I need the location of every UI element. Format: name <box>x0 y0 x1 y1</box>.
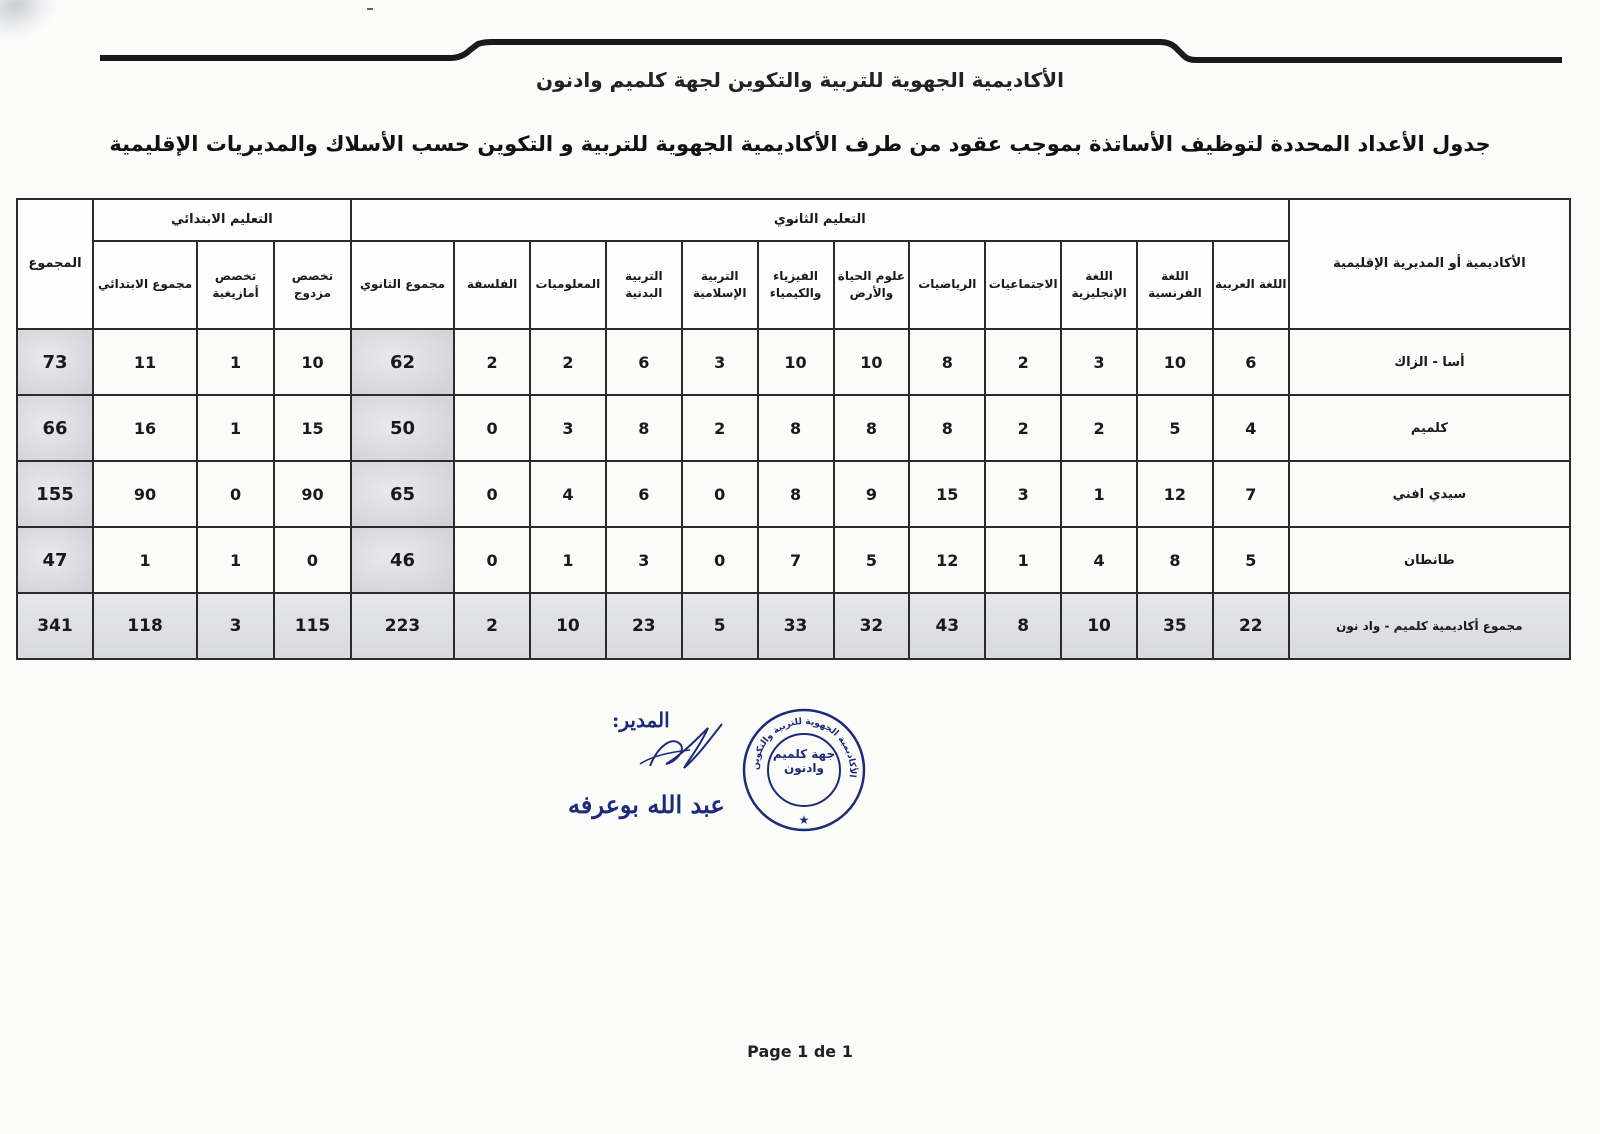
col-header-primary-total: مجموع الابتدائي <box>93 241 197 329</box>
table-cell: 341 <box>17 593 93 659</box>
region-name: كلميم <box>1289 395 1570 461</box>
table-cell: 3 <box>530 395 606 461</box>
scan-mark <box>367 8 373 10</box>
table-cell: 3 <box>985 461 1061 527</box>
col-header-social-studies: الاجتماعيات <box>985 241 1061 329</box>
table-cell: 8 <box>606 395 682 461</box>
region-name: سيدي افني <box>1289 461 1570 527</box>
official-stamp <box>740 706 868 834</box>
total-row-label: مجموع أكاديمية كلميم - واد نون <box>1289 593 1570 659</box>
stamp-ring-text: الأكاديمية الجهوية للتربية والتكوين <box>750 716 858 779</box>
document-title: جدول الأعداد المحددة لتوظيف الأساتذة بموجب عقود من طرف الأكاديمية الجهوية للتربية و التكوين حسب الأسلاك والمديريات الإقليمية <box>109 132 1491 156</box>
table-cell: 65 <box>351 461 454 527</box>
table-cell: 1 <box>1061 461 1137 527</box>
col-header-islamic-education: التربية الإسلامية <box>682 241 758 329</box>
region-column-header: الأكاديمية أو المديرية الإقليمية <box>1289 199 1570 329</box>
table-cell: 1 <box>530 527 606 593</box>
table-cell: 43 <box>909 593 985 659</box>
table-cell: 16 <box>93 395 197 461</box>
table-cell: 2 <box>454 329 530 395</box>
table-cell: 3 <box>197 593 274 659</box>
table-row <box>17 527 1570 593</box>
col-header-informatics: المعلوميات <box>530 241 606 329</box>
table-cell: 8 <box>834 395 910 461</box>
table-cell: 5 <box>1137 395 1213 461</box>
table-cell: 10 <box>530 593 606 659</box>
table-cell: 2 <box>454 593 530 659</box>
region-name: أسا - الزاك <box>1289 329 1570 395</box>
col-header-philosophy: الفلسفة <box>454 241 530 329</box>
col-header-life-earth-sciences: علوم الحياة والأرض <box>834 241 910 329</box>
table-cell: 46 <box>351 527 454 593</box>
table-cell: 15 <box>909 461 985 527</box>
col-header-french: اللغة الفرنسية <box>1137 241 1213 329</box>
table-cell: 62 <box>351 329 454 395</box>
table-total-row <box>17 593 1570 659</box>
table-cell: 10 <box>1061 593 1137 659</box>
col-header-physics-chemistry: الفيزياء والكيمياء <box>758 241 834 329</box>
table-cell: 66 <box>17 395 93 461</box>
table-cell: 10 <box>1137 329 1213 395</box>
table-cell: 5 <box>682 593 758 659</box>
table-cell: 12 <box>909 527 985 593</box>
table-cell: 3 <box>1061 329 1137 395</box>
col-header-mathematics: الرياضيات <box>909 241 985 329</box>
header-rule <box>100 38 1562 68</box>
table-cell: 90 <box>274 461 351 527</box>
table-cell: 90 <box>93 461 197 527</box>
table-row <box>17 329 1570 395</box>
table-cell: 33 <box>758 593 834 659</box>
table-cell: 8 <box>985 593 1061 659</box>
table-cell: 50 <box>351 395 454 461</box>
col-header-dual-specialty: تخصص مزدوج <box>274 241 351 329</box>
table-cell: 1 <box>197 329 274 395</box>
primary-group-header: التعليم الابتدائي <box>93 199 351 241</box>
table-cell: 1 <box>985 527 1061 593</box>
table-cell: 8 <box>758 461 834 527</box>
table-cell: 9 <box>834 461 910 527</box>
table-cell: 6 <box>606 329 682 395</box>
table-cell: 8 <box>1137 527 1213 593</box>
table-cell: 35 <box>1137 593 1213 659</box>
col-header-physical-education: التربية البدنية <box>606 241 682 329</box>
col-header-arabic: اللغة العربية <box>1213 241 1289 329</box>
stamp-center-text: جهة كلميم وادنون <box>772 748 836 775</box>
page-number: Page 1 de 1 <box>747 1042 853 1061</box>
recruitment-table-wrapper <box>16 198 1571 660</box>
region-name: طانطان <box>1289 527 1570 593</box>
table-cell: 7 <box>758 527 834 593</box>
recruitment-table <box>16 198 1571 660</box>
table-cell: 2 <box>682 395 758 461</box>
table-row <box>17 461 1570 527</box>
table-cell: 4 <box>530 461 606 527</box>
table-body <box>17 329 1570 659</box>
table-cell: 22 <box>1213 593 1289 659</box>
table-cell: 8 <box>758 395 834 461</box>
table-cell: 10 <box>274 329 351 395</box>
table-cell: 23 <box>606 593 682 659</box>
table-cell: 0 <box>454 461 530 527</box>
table-cell: 0 <box>274 527 351 593</box>
col-header-secondary-total: مجموع الثانوي <box>351 241 454 329</box>
table-cell: 4 <box>1213 395 1289 461</box>
table-cell: 5 <box>834 527 910 593</box>
table-cell: 2 <box>1061 395 1137 461</box>
table-cell: 1 <box>93 527 197 593</box>
table-cell: 2 <box>985 329 1061 395</box>
table-cell: 1 <box>197 395 274 461</box>
table-cell: 0 <box>682 527 758 593</box>
table-cell: 12 <box>1137 461 1213 527</box>
academy-name: الأكاديمية الجهوية للتربية والتكوين لجهة كلميم وادنون <box>536 68 1064 92</box>
table-cell: 0 <box>454 527 530 593</box>
table-cell: 0 <box>197 461 274 527</box>
table-cell: 115 <box>274 593 351 659</box>
table-cell: 1 <box>197 527 274 593</box>
director-title: المدير: <box>612 708 670 732</box>
table-cell: 8 <box>909 395 985 461</box>
table-cell: 3 <box>606 527 682 593</box>
table-cell: 0 <box>454 395 530 461</box>
scan-shadow <box>0 0 69 53</box>
table-cell: 6 <box>606 461 682 527</box>
table-cell: 10 <box>834 329 910 395</box>
table-cell: 11 <box>93 329 197 395</box>
signer-name: عبد الله بوعرفه <box>568 790 725 819</box>
svg-text:★: ★ <box>798 813 810 827</box>
table-cell: 3 <box>682 329 758 395</box>
table-cell: 73 <box>17 329 93 395</box>
total-column-header: المجموع <box>17 199 93 329</box>
table-cell: 47 <box>17 527 93 593</box>
table-row <box>17 395 1570 461</box>
table-cell: 118 <box>93 593 197 659</box>
table-cell: 15 <box>274 395 351 461</box>
table-cell: 4 <box>1061 527 1137 593</box>
table-cell: 7 <box>1213 461 1289 527</box>
table-cell: 2 <box>985 395 1061 461</box>
table-cell: 155 <box>17 461 93 527</box>
table-cell: 6 <box>1213 329 1289 395</box>
secondary-group-header: التعليم الثانوي <box>351 199 1289 241</box>
table-cell: 8 <box>909 329 985 395</box>
col-header-english: اللغة الإنجليزية <box>1061 241 1137 329</box>
table-cell: 5 <box>1213 527 1289 593</box>
table-cell: 223 <box>351 593 454 659</box>
col-header-amazigh-specialty: تخصص أمازيغية <box>197 241 274 329</box>
table-cell: 32 <box>834 593 910 659</box>
table-cell: 10 <box>758 329 834 395</box>
table-cell: 2 <box>530 329 606 395</box>
table-cell: 0 <box>682 461 758 527</box>
